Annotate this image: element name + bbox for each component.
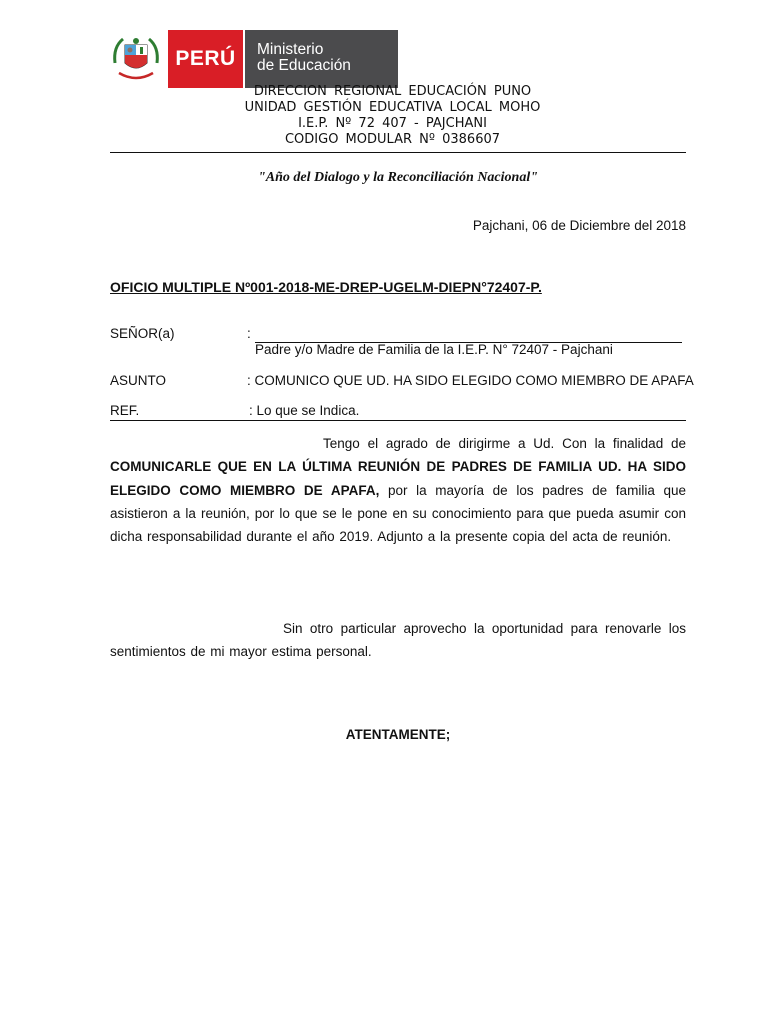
institution-line-3: I.E.P. Nº 72 407 - PAJCHANI: [298, 116, 487, 131]
logo-country-text: PERÚ: [175, 47, 236, 70]
subject-label: ASUNTO: [110, 373, 167, 388]
addressee-description: Padre y/o Madre de Familia de la I.E.P. N° 72407 - Pajchani: [255, 342, 613, 357]
institution-line-1: DIRECCION REGIONAL EDUCACIÓN PUNO: [253, 84, 532, 99]
reference-divider: [110, 420, 686, 421]
peru-coat-of-arms-icon: [109, 33, 163, 85]
logo-ministry-line2: de Educación: [257, 57, 351, 74]
header-divider: [110, 152, 686, 153]
reference-label: REF.: [110, 403, 140, 418]
logo-country-box: [168, 30, 243, 88]
paragraph-2-text: Sin otro particular aprovecho la oportunidad para renovarle los sentimientos de mi mayor estima personal.: [110, 621, 686, 660]
paragraph-1-rest: por la mayoría de los padres de familia que asistieron a la reunión, por lo que se le pone en su conocimiento para que pueda asumir con dicha responsabilidad durante el año 2019. Adjunto a la presente copia del acta de reunión.: [110, 482, 686, 545]
logo-ministry-line1: Ministerio: [257, 41, 324, 58]
closing-text: ATENTAMENTE;: [345, 727, 451, 742]
paragraph-2: [110, 617, 686, 664]
paragraph-1: [110, 432, 686, 548]
reference-value: : Lo que se Indica.: [249, 403, 360, 418]
date-line: Pajchani, 06 de Diciembre del 2018: [472, 218, 686, 233]
addressee-label: SEÑOR(a): [110, 326, 175, 341]
paragraph-1-bold: COMUNICARLE QUE EN LA ÚLTIMA REUNIÓN DE PADRES DE FAMILIA UD. HA SIDO ELEGIDO COMO MIEMBRO DE APAFA,: [110, 459, 686, 498]
logo-ministry-box: [245, 30, 398, 88]
addressee-colon: :: [247, 326, 251, 341]
document-title: OFICIO MULTIPLE Nº001-2018-ME-DREP-UGELM-DIEPN°72407-P.: [110, 279, 542, 295]
institution-line-2: UNIDAD GESTIÓN EDUCATIVA LOCAL MOHO: [244, 100, 541, 115]
paragraph-1-intro: Tengo el agrado de dirigirme a Ud. Con la finalidad de: [323, 436, 686, 451]
year-motto: "Año del Dialogo y la Reconciliación Nacional": [258, 170, 538, 185]
subject-value: : COMUNICO QUE UD. HA SIDO ELEGIDO COMO MIEMBRO DE APAFA: [247, 373, 694, 388]
institution-line-4: CODIGO MODULAR Nº 0386607: [284, 132, 501, 147]
